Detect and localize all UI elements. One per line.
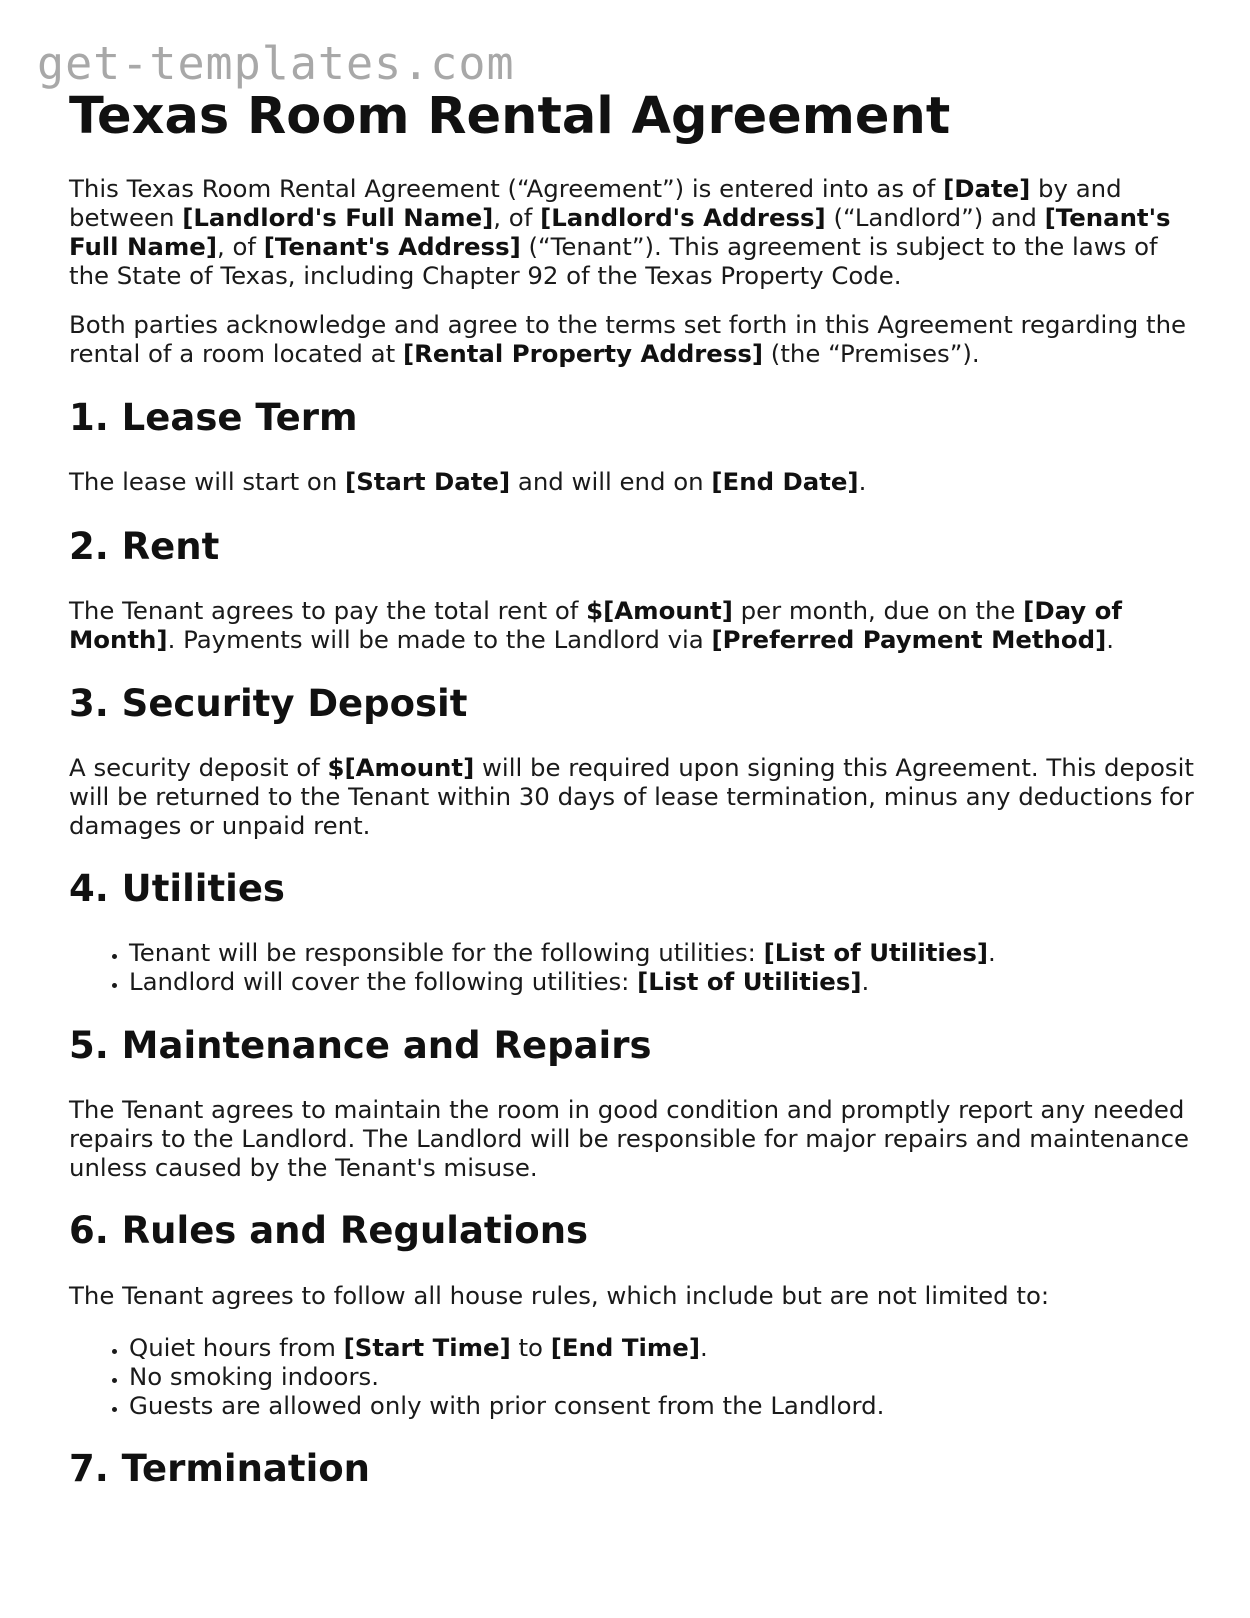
day-of-month-placeholder: [Day of Month] <box>69 596 1123 654</box>
quiet-start-placeholder: [Start Time] <box>343 1333 511 1362</box>
rent-amount-placeholder: $[Amount] <box>586 596 733 625</box>
lease-term-heading: 1. Lease Term <box>69 396 358 439</box>
rules-heading: 6. Rules and Regulations <box>69 1209 589 1252</box>
rent-text-2: per month, due on the <box>732 596 1024 625</box>
list-item <box>129 967 1194 996</box>
premises-text-1: Both parties acknowledge and agree to the terms set forth in this Agreement regarding the rental of a room located at <box>69 310 1187 368</box>
landlord-name-placeholder: [Landlord's Full Name] <box>182 203 494 232</box>
utility-tenant-text: Tenant will be responsible for the following utilities: <box>129 938 764 967</box>
quiet-hours-text-3: . <box>699 1333 708 1362</box>
deposit-amount-placeholder: $[Amount] <box>327 753 475 782</box>
payment-method-placeholder: [Preferred Payment Method] <box>711 625 1107 654</box>
lease-term-text-1: The lease will start on <box>69 467 346 496</box>
maintenance-heading: 5. Maintenance and Repairs <box>69 1024 652 1067</box>
deposit-text-2: will be required upon signing this Agreement. This deposit will be returned to the Tenant within 30 days of lease termination, minus any deductions for damages or unpaid rent. <box>69 753 1194 840</box>
utility-landlord-end: . <box>861 967 870 996</box>
watermark-logo: get-templates.com <box>37 37 515 90</box>
intro-text-3: , of <box>493 203 541 232</box>
intro-text-1: This Texas Room Rental Agreement (“Agreement”) is entered into as of <box>69 174 944 203</box>
utility-tenant-end: . <box>988 938 996 967</box>
utility-list-placeholder: [List of Utilities] <box>637 967 862 996</box>
intro-text-6: (“Tenant”). This agreement is subject to the laws of the State of Texas, including Chapter 92 of the Texas Property Code. <box>69 232 1158 290</box>
rent-paragraph <box>69 596 1194 654</box>
security-deposit-heading: 3. Security Deposit <box>69 682 468 725</box>
rent-text-3: . Payments will be made to the Landlord via <box>167 625 712 654</box>
landlord-address-placeholder: [Landlord's Address] <box>540 203 826 232</box>
rent-text-1: The Tenant agrees to pay the total rent of <box>69 596 587 625</box>
premises-text-2: (the “Premises”). <box>763 339 980 368</box>
intro-paragraph <box>69 174 1194 290</box>
end-date-placeholder: [End Date] <box>711 467 859 496</box>
maintenance-paragraph: The Tenant agrees to maintain the room in good condition and promptly report any needed repairs to the Landlord. The Landlord will be responsible for major repairs and maintenance unless caused by the Tenant's misuse. <box>69 1095 1190 1182</box>
quiet-hours-text-1: Quiet hours from <box>129 1333 344 1362</box>
intro-text-4: (“Landlord”) and <box>825 203 1045 232</box>
utilities-list <box>69 938 1194 996</box>
rules-list <box>69 1333 1194 1420</box>
lease-term-paragraph <box>69 467 1194 496</box>
property-address-placeholder: [Rental Property Address] <box>402 339 764 368</box>
termination-heading: 7. Termination <box>69 1447 371 1490</box>
list-item: • No smoking indoors. <box>129 1362 1194 1391</box>
deposit-text-1: A security deposit of <box>69 753 328 782</box>
utility-list-placeholder: [List of Utilities] <box>763 938 988 967</box>
security-deposit-paragraph <box>69 753 1194 840</box>
list-item: • Guests are allowed only with prior consent from the Landlord. <box>129 1391 1194 1420</box>
rent-heading: 2. Rent <box>69 525 220 568</box>
intro-text-2: by and between <box>69 174 1122 232</box>
list-item <box>129 1333 1194 1362</box>
rules-paragraph: The Tenant agrees to follow all house rules, which include but are not limited to: <box>69 1281 1050 1310</box>
document-title: Texas Room Rental Agreement <box>69 87 951 146</box>
utilities-heading: 4. Utilities <box>69 867 285 910</box>
tenant-name-placeholder: [Tenant's Full Name] <box>69 203 1171 261</box>
premises-paragraph <box>69 310 1194 368</box>
start-date-placeholder: [Start Date] <box>345 467 511 496</box>
lease-term-text-3: . <box>858 467 867 496</box>
utility-landlord-text: Landlord will cover the following utilities: <box>129 967 638 996</box>
tenant-address-placeholder: [Tenant's Address] <box>263 232 521 261</box>
quiet-hours-text-2: to <box>510 1333 551 1362</box>
rent-text-4: . <box>1106 625 1115 654</box>
intro-text-5: , of <box>217 232 264 261</box>
list-item <box>129 938 1194 967</box>
lease-term-text-2: and will end on <box>510 467 712 496</box>
quiet-end-placeholder: [End Time] <box>550 1333 700 1362</box>
date-placeholder: [Date] <box>943 174 1031 203</box>
